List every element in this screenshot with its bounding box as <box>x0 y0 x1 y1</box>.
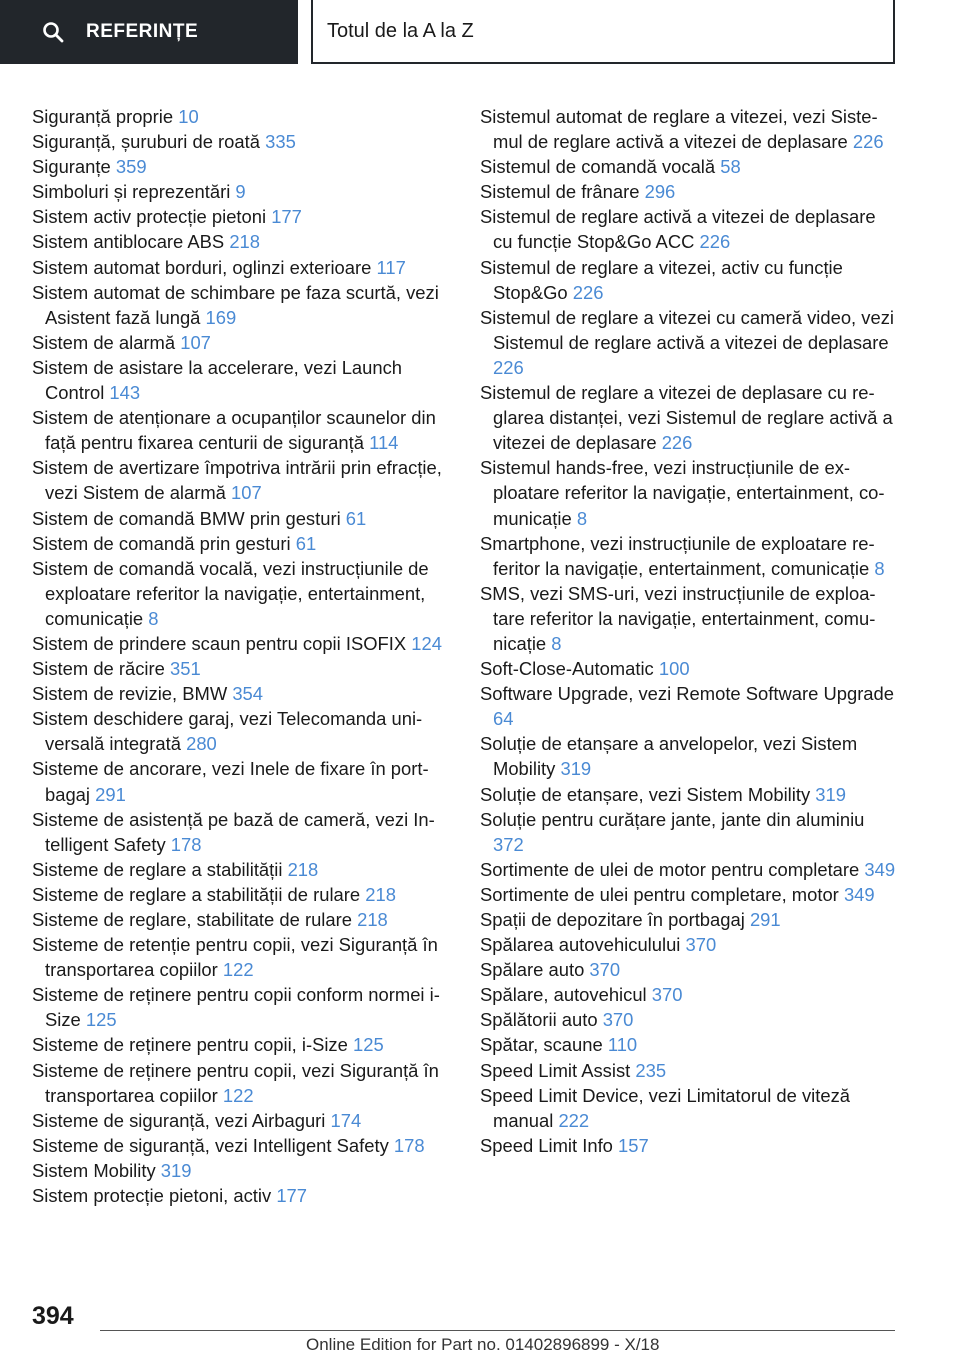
index-entry-text: Spălătorii auto <box>480 1009 598 1031</box>
index-entry <box>32 229 450 254</box>
page-link[interactable]: 291 <box>95 783 126 805</box>
index-entry <box>480 982 900 1007</box>
index-entry-text: Sistemul de comandă vocală <box>480 156 716 178</box>
index-entry <box>32 330 450 355</box>
index-entry-text: Sisteme de siguranță, vezi Airbaguri <box>32 1109 326 1131</box>
index-entry <box>32 932 450 982</box>
page-link[interactable]: 8 <box>551 632 562 654</box>
index-entry-text: Sistem de revizie, BMW <box>32 683 228 705</box>
page-link[interactable]: 177 <box>271 206 302 228</box>
index-entry-text: Sistemul hands-free, vezi instrucțiunile de exploatare referitor la navigație, entertainment, comunicație <box>480 457 885 529</box>
index-entry-text: Sortimente de ulei de motor pentru completare <box>480 858 860 880</box>
index-entry <box>480 581 900 656</box>
index-entry <box>480 1058 900 1083</box>
page-link[interactable]: 218 <box>365 883 396 905</box>
index-entry-text: Soluție de etanșare, vezi Sistem Mobility <box>480 783 811 805</box>
index-entry-text: Sistem de comandă BMW prin gesturi <box>32 507 341 529</box>
index-entry-text: Speed Limit Assist <box>480 1059 631 1081</box>
index-entry <box>32 1032 450 1057</box>
page-link[interactable]: 218 <box>229 231 260 253</box>
index-entry <box>32 1108 450 1133</box>
index-entry-text: Siguranță, șuruburi de roată <box>32 131 260 153</box>
index-entry <box>32 179 450 204</box>
page-number: 394 <box>32 1302 74 1330</box>
page-link[interactable]: 124 <box>411 632 442 654</box>
page-link[interactable]: 319 <box>560 758 592 780</box>
search-icon <box>42 21 64 43</box>
page-link[interactable]: 370 <box>685 934 717 956</box>
index-entry <box>480 531 900 581</box>
index-entry-text: Sistem protecție pietoni, activ <box>32 1185 272 1207</box>
index-entry-text: Spălare, autovehicul <box>480 984 647 1006</box>
page-link[interactable]: 218 <box>287 858 319 880</box>
index-entry-text: Siguranțe <box>32 156 111 178</box>
index-entry <box>480 932 900 957</box>
page-link[interactable]: 335 <box>265 131 296 153</box>
index-entry-text: Sisteme de reținere pentru copii, i-Size <box>32 1034 348 1056</box>
page-link[interactable]: 8 <box>576 507 588 529</box>
page-link[interactable]: 226 <box>572 281 604 303</box>
index-entry-text: Sistem de asistare la accelerare, vezi Launch Control <box>32 356 403 404</box>
index-entry <box>32 355 450 405</box>
page-link[interactable]: 226 <box>661 432 693 454</box>
page-link[interactable]: 226 <box>699 231 731 253</box>
page-link[interactable]: 372 <box>493 833 524 855</box>
page-link[interactable]: 110 <box>607 1034 638 1056</box>
index-entry-text: Sistem de răcire <box>32 658 165 680</box>
index-entry <box>32 907 450 932</box>
index-entry-text: Sisteme de reglare, stabilitate de rulare <box>32 909 352 930</box>
index-entry <box>32 455 450 505</box>
index-entry-text: Soft-Close-Automatic <box>480 658 654 680</box>
index-entry <box>480 255 900 305</box>
index-entry-text: Sisteme de reglare a stabilității de rulare <box>32 883 361 905</box>
index-entry-text: Spălarea autovehiculului <box>480 934 681 956</box>
page-link[interactable]: 354 <box>232 683 263 705</box>
index-entry-text: Sisteme de asistență pe bază de cameră, vezi Intelligent Safety <box>32 808 435 855</box>
index-entry <box>32 104 450 129</box>
page-link[interactable]: 9 <box>235 181 246 203</box>
page-link[interactable]: 100 <box>658 658 690 680</box>
page-link[interactable]: 122 <box>222 959 254 981</box>
page-link[interactable]: 177 <box>276 1185 307 1207</box>
index-entry <box>480 1133 900 1158</box>
index-entry-text: Sistem de prindere scaun pentru copii ISOFIX <box>32 632 407 654</box>
page-link[interactable]: 122 <box>222 1084 254 1106</box>
tab-a-to-z[interactable] <box>311 0 895 64</box>
index-entry-text: Sistem deschidere garaj, vezi Telecomanda universală integrată <box>32 708 423 755</box>
page-link[interactable]: 107 <box>231 482 262 504</box>
index-entry-text: Spălare auto <box>480 959 585 981</box>
index-column-right <box>480 104 900 1158</box>
index-entry <box>480 857 900 882</box>
index-entry <box>32 681 450 706</box>
index-entry-text: Spații de depozitare în portbagaj <box>480 909 745 930</box>
index-entry <box>32 656 450 681</box>
index-entry <box>32 706 450 756</box>
index-entry <box>480 1007 900 1032</box>
page-link[interactable]: 117 <box>376 256 406 278</box>
index-entry <box>32 556 450 631</box>
index-entry <box>32 631 450 656</box>
index-entry <box>480 681 900 731</box>
index-entry-text: Sisteme de reținere pentru copii, vezi Siguranță în transportarea copiilor <box>32 1059 439 1106</box>
index-entry <box>32 1058 450 1108</box>
index-entry <box>32 531 450 556</box>
index-entry <box>480 455 900 530</box>
index-entry-text: Sistem de atenționare a ocupanților scaunelor din față pentru fixarea centurii de siguranță <box>32 407 436 454</box>
index-entry-text: Sistem activ protecție pietoni <box>32 206 267 228</box>
page-link[interactable]: 235 <box>635 1059 667 1081</box>
index-entry-text: Sistem automat de schimbare pe faza scurtă, vezi Asistent fază lungă <box>32 281 439 328</box>
page-link[interactable]: 370 <box>602 1009 634 1031</box>
index-entry-text: Sisteme de ancorare, vezi Inele de fixare în portbagaj <box>32 758 429 805</box>
index-entry-text: Sistem automat borduri, oglinzi exterioare <box>32 256 372 278</box>
page-link[interactable]: 370 <box>651 984 683 1006</box>
index-entry-text: Soluție de etanșare a anvelopelor, vezi Sistem Mobility <box>480 733 858 780</box>
index-entry <box>32 882 450 907</box>
index-entry <box>32 506 450 531</box>
page-link[interactable]: 351 <box>170 658 201 680</box>
index-entry-text: Sistemul de frânare <box>480 181 640 203</box>
page-link[interactable]: 125 <box>85 1009 117 1031</box>
page-link[interactable]: 370 <box>589 959 621 981</box>
page-link[interactable]: 10 <box>178 106 199 127</box>
index-entry-text: Soluție pentru curățare jante, jante din aluminiu <box>480 808 865 830</box>
index-entry <box>32 1158 450 1183</box>
index-entry-text: Software Upgrade, vezi Remote Software Upgrade <box>480 683 894 705</box>
index-entry <box>32 1183 450 1208</box>
index-entry-text: Sistem de alarmă <box>32 331 176 353</box>
index-entry-text: Sistemul de reglare a vitezei, activ cu funcție Stop&Go <box>480 256 843 303</box>
index-entry <box>480 656 900 681</box>
page-link[interactable]: 280 <box>186 733 217 755</box>
page-link[interactable]: 349 <box>843 883 875 905</box>
tab-a-to-z-label: Totul de la A la Z <box>327 19 474 42</box>
page-link[interactable]: 349 <box>864 858 896 880</box>
index-entry <box>480 957 900 982</box>
page-link[interactable]: 296 <box>644 181 676 203</box>
page-link[interactable]: 291 <box>749 909 781 930</box>
index-entry <box>32 405 450 455</box>
index-entry-text: Speed Limit Info <box>480 1134 613 1156</box>
index-entry-text: Sistem de avertizare împotriva intrării prin efracție, vezi Sistem de alarmă <box>32 457 442 504</box>
index-column-left <box>32 104 450 1208</box>
index-entry <box>32 1133 450 1158</box>
index-entry <box>480 1083 900 1133</box>
index-entry <box>32 204 450 229</box>
page-link[interactable]: 58 <box>720 156 741 178</box>
page-link[interactable]: 8 <box>148 607 159 629</box>
index-entry-text: Sistem de comandă vocală, vezi instrucțiunile de exploatare referitor la navigație, entertainment, comunicație <box>32 557 429 629</box>
index-entry-text: Sistemul de reglare a vitezei cu cameră video, vezi Sistemul de reglare activă a vitezei de deplasare <box>480 306 894 353</box>
index-entry-text: Sortimente de ulei pentru completare, motor <box>480 883 839 905</box>
page-link[interactable]: 8 <box>874 557 885 579</box>
page-link[interactable]: 107 <box>180 331 211 353</box>
index-entry <box>480 807 900 857</box>
index-entry <box>32 857 450 882</box>
page-link[interactable]: 319 <box>815 783 846 805</box>
page-link[interactable]: 178 <box>170 833 202 855</box>
index-entry <box>32 280 450 330</box>
index-entry-text: Sistemul de reglare activă a vitezei de deplasare cu funcție Stop&Go ACC <box>480 206 876 253</box>
page-link[interactable]: 169 <box>205 306 237 328</box>
page-link[interactable]: 125 <box>352 1034 384 1056</box>
index-entry <box>480 204 900 254</box>
index-entry-text: Sisteme de reglare a stabilității <box>32 858 283 880</box>
page-link[interactable]: 222 <box>558 1109 590 1131</box>
index-entry-text: Spătar, scaune <box>480 1034 603 1056</box>
page-link[interactable]: 64 <box>493 708 514 730</box>
index-entry <box>480 907 900 932</box>
index-entry-text: Sistem antiblocare ABS <box>32 231 225 253</box>
index-entry <box>32 255 450 280</box>
index-entry <box>480 380 900 455</box>
footer-divider <box>100 1330 895 1331</box>
index-entry-text: Sistem de comandă prin gesturi <box>32 532 291 554</box>
page-link[interactable]: 178 <box>393 1134 425 1156</box>
index-entry <box>32 807 450 857</box>
index-entry <box>480 1032 900 1057</box>
index-entry <box>480 305 900 380</box>
tab-references[interactable] <box>0 0 298 64</box>
page-link[interactable]: 61 <box>295 532 317 554</box>
index-entry-text: Sisteme de reținere pentru copii conform normei i-Size <box>32 984 440 1031</box>
footer-edition-text: Online Edition for Part no. 01402896899 - X/18 <box>306 1335 660 1354</box>
index-entry <box>32 982 450 1032</box>
index-entry <box>480 782 900 807</box>
page-link[interactable]: 226 <box>493 356 524 378</box>
index-entry-text: Simboluri și reprezentări <box>32 181 231 203</box>
index-entry-text: Sistem Mobility <box>32 1159 156 1181</box>
page-link[interactable]: 157 <box>618 1134 649 1156</box>
index-entry-text: Smartphone, vezi instrucțiunile de exploatare referitor la navigație, entertainment, comunicație <box>480 532 875 579</box>
index-entry-text: Sistemul automat de reglare a vitezei, vezi Sistemul de reglare activă a vitezei de deplasare <box>480 106 878 153</box>
index-entry <box>480 154 900 179</box>
index-entry-text: Speed Limit Device, vezi Limitatorul de viteză manual <box>480 1084 851 1131</box>
index-entry-text: SMS, vezi SMS-uri, vezi instrucțiunile de exploatare referitor la navigație, entertainment, comunicație <box>480 582 876 654</box>
index-entry <box>480 731 900 781</box>
index-entry <box>480 179 900 204</box>
page-link[interactable]: 174 <box>330 1109 362 1131</box>
page-link[interactable]: 218 <box>357 909 388 930</box>
index-entry <box>32 756 450 806</box>
header <box>0 0 960 66</box>
page-link[interactable]: 319 <box>160 1159 192 1181</box>
index-entry <box>480 104 900 154</box>
index-entry-text: Sistemul de reglare a vitezei de deplasare cu reglarea distanței, vezi Sistemul de reglare activă a vitezei de deplasare <box>480 382 893 454</box>
index-entry-text: Sisteme de siguranță, vezi Intelligent Safety <box>32 1134 389 1156</box>
page-link[interactable]: 61 <box>345 507 367 529</box>
page-link[interactable]: 226 <box>852 131 884 153</box>
page-link[interactable]: 359 <box>115 156 147 178</box>
index-entry <box>32 154 450 179</box>
index-entry <box>480 882 900 907</box>
tab-references-label: REFERINȚE <box>86 21 199 42</box>
index-entry <box>32 129 450 154</box>
page-link[interactable]: 114 <box>369 432 399 454</box>
page-link[interactable]: 143 <box>109 382 141 404</box>
index-entry-text: Sisteme de retenție pentru copii, vezi Siguranță în transportarea copiilor <box>32 934 438 981</box>
index-entry-text: Siguranță proprie <box>32 106 174 127</box>
